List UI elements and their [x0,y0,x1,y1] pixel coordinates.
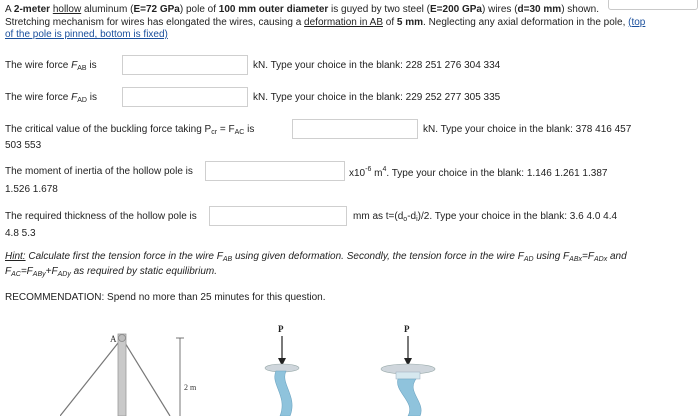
q5-answer-input[interactable] [209,206,347,226]
q3-choices-wrap: 503 553 [5,140,42,151]
q3-choices: kN. Type your choice in the blank: 378 416 457 [423,124,632,135]
column-load-figure-2 [368,322,448,416]
q5-choices-wrap: 4.8 5.3 [5,228,36,239]
dimension-label: 2 m [184,383,197,392]
hint-text-line2: $F_{AC}=F_{ABy}+F_{ADy}$ as required by static equilibrium. [5,266,218,278]
q5-label: The required thickness of the hollow pole is [5,211,197,222]
q4-label: The moment of inertia of the hollow pole is [5,166,193,177]
boundary-note-link-cont[interactable]: of the pole is pinned, bottom is fixed) [5,29,168,40]
q1-label: The wire force $F_{AB}$ is [5,60,97,72]
q3-answer-input[interactable] [292,119,418,139]
q3-label: The critical value of the buckling force taking $P_{cr} = F_{AC}$ is [5,124,255,136]
problem-statement: A 2-meter hollow aluminum (E=72 GPa) pole of 100 mm outer diameter is guyed by two steel (E=200 GPa) wires (d=30 mm) shown. Stretching mechanism for wires has elongated the wires, causing a deformation in AB of 5 mm. Neglecting any axial deformation in the pole, (top of the pole is pinned, bottom is fixed) [5,4,646,40]
boundary-note-link[interactable]: (top [628,16,646,28]
q2-label: The wire force $F_{AD}$ is [5,92,97,104]
load-label-p1: P [278,324,284,334]
q2-answer-input[interactable] [122,87,248,107]
q1-choices: kN. Type your choice in the blank: 228 251 276 304 334 [253,60,501,71]
load-label-p2: P [404,324,410,334]
q5-choices: mm as $t=(d_o-d_i)/2$. Type your choice in the blank: 3.6 4.0 4.4 [353,211,618,223]
column-load-figure-1 [252,322,322,416]
q4-choices-wrap: 1.526 1.678 [5,184,58,195]
guyed-pole-figure [60,320,230,416]
q2-choices: kN. Type your choice in the blank: 229 252 277 305 335 [253,92,501,103]
q4-choices: $x10^{-6}$ $m^4$. Type your choice in the blank: 1.146 1.261 1.387 [349,166,608,179]
recommendation: RECOMMENDATION: Spend no more than 25 minutes for this question. [5,292,326,303]
pole-label-a: A [110,334,117,344]
q1-answer-input[interactable] [122,55,248,75]
q4-answer-input[interactable] [205,161,345,181]
hint-text: Hint: Calculate first the tension force in the wire $F_{AB}$ using given deformation. Secondly, the tension force in the wire $F_{AD}$ using $F_{ABx}=F_{ADx}$ and [5,251,627,263]
